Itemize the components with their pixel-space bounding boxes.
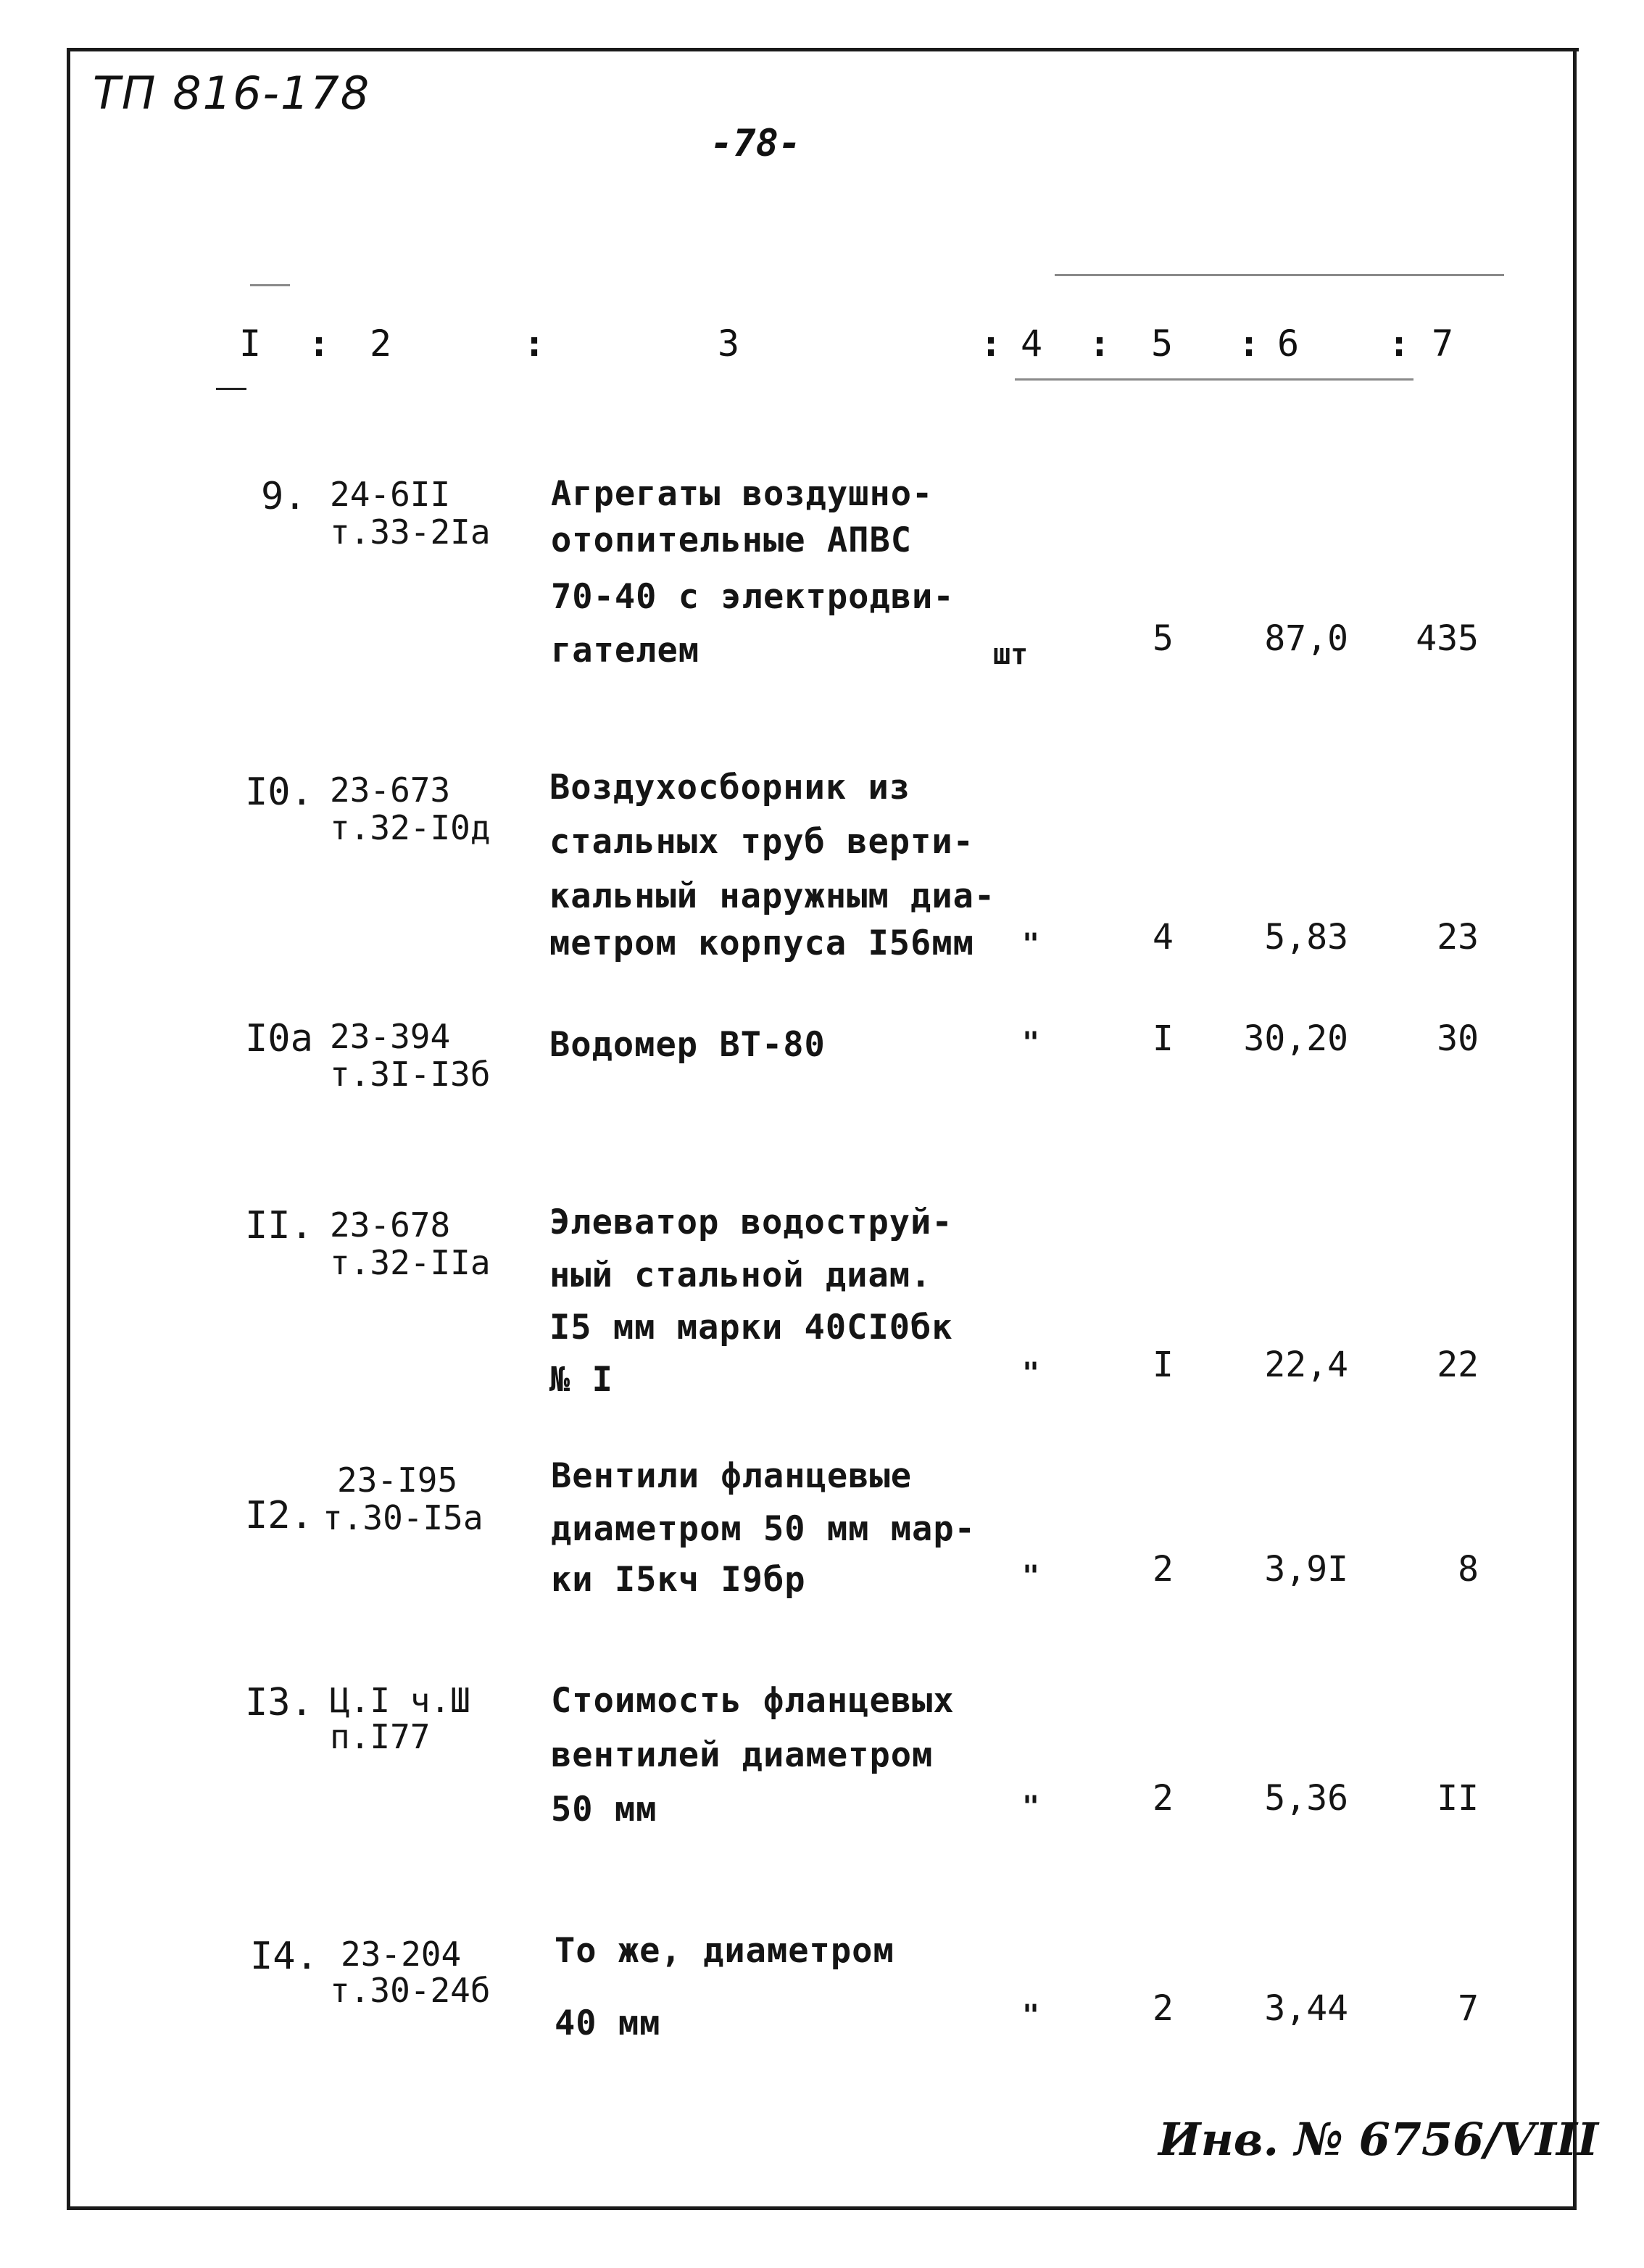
col-separator: :: [523, 323, 546, 365]
col-header-3: 3: [718, 323, 740, 365]
item-description-line: Воздухосборник из: [549, 768, 911, 807]
quantity: 2: [1153, 1549, 1174, 1590]
header-underline-right: [1015, 378, 1413, 381]
unit-ditto: ": [1022, 1560, 1040, 1593]
unit: шт: [993, 638, 1029, 671]
total-cost: 30: [1437, 1018, 1479, 1059]
col-header-5: 5: [1151, 323, 1174, 365]
quantity: I: [1153, 1345, 1174, 1385]
norm-table-ref: т.30-24б: [330, 1971, 491, 2010]
inventory-number: Инв. № 6756/VIII: [1158, 2113, 1598, 2166]
total-cost: 23: [1437, 917, 1479, 958]
header-rule-left: [250, 284, 290, 286]
total-cost: II: [1437, 1778, 1479, 1819]
item-description-line: кальный наружным диа-: [549, 876, 996, 916]
item-description-line: Элеватор водоструй-: [549, 1202, 953, 1242]
item-description-line: I5 мм марки 40СI0бк: [549, 1308, 953, 1347]
unit-ditto: ": [1022, 928, 1040, 961]
unit-ditto: ": [1022, 1357, 1040, 1390]
item-description-line: Стоимость фланцевых: [551, 1681, 955, 1721]
col-separator: :: [308, 323, 331, 365]
header-underline-left: [216, 388, 246, 390]
document-code: ТП 816-178: [93, 67, 371, 120]
col-header-1: I: [239, 323, 262, 365]
unit-price: 3,9I: [1264, 1549, 1348, 1590]
page-frame-left: [67, 48, 70, 2208]
item-description-line: То же, диаметром: [555, 1931, 894, 1971]
row-number: I3.: [245, 1681, 313, 1724]
norm-table-ref: т.32-I0д: [330, 808, 491, 847]
col-separator: :: [980, 323, 1002, 365]
norm-code: 23-394: [330, 1017, 451, 1056]
item-description-line: ный стальной диам.: [549, 1255, 932, 1295]
row-number: I2.: [245, 1494, 313, 1537]
item-description-line: стальных труб верти-: [549, 822, 974, 862]
norm-code: Ц.I ч.Ш: [330, 1681, 470, 1720]
item-description-line: № I: [549, 1360, 613, 1400]
quantity: 2: [1153, 1988, 1174, 2029]
unit-ditto: ": [1022, 1999, 1040, 2032]
item-description-line: Агрегаты воздушно-: [551, 474, 934, 514]
unit-ditto: ": [1022, 1790, 1040, 1824]
unit-ditto: ": [1022, 1026, 1040, 1060]
header-rule-right: [1055, 274, 1504, 276]
item-description-line: Водомер ВТ-80: [549, 1025, 826, 1065]
unit-price: 5,36: [1264, 1778, 1348, 1819]
row-number: I0а: [245, 1017, 313, 1060]
norm-code: 23-673: [330, 770, 451, 810]
unit-price: 22,4: [1264, 1345, 1348, 1385]
row-number: 9.: [261, 475, 307, 518]
item-description-line: диаметром 50 мм мар-: [551, 1509, 976, 1549]
unit-price: 30,20: [1243, 1018, 1348, 1059]
quantity: 5: [1153, 618, 1174, 659]
unit-price: 87,0: [1264, 618, 1348, 659]
item-description-line: гателем: [551, 631, 700, 670]
norm-table-ref: п.I77: [330, 1717, 431, 1756]
item-description-line: Вентили фланцевые: [551, 1456, 913, 1496]
norm-code: 24-6II: [330, 475, 451, 514]
total-cost: 7: [1458, 1988, 1479, 2029]
quantity: I: [1153, 1018, 1174, 1059]
unit-price: 3,44: [1264, 1988, 1348, 2029]
col-separator: :: [1238, 323, 1261, 365]
norm-table-ref: т.30-I5а: [323, 1498, 483, 1537]
item-description-line: ки I5кч I9бр: [551, 1560, 806, 1600]
item-description-line: 50 мм: [551, 1790, 657, 1829]
col-header-6: 6: [1277, 323, 1300, 365]
row-number: I0.: [245, 770, 313, 814]
item-description-line: 70-40 с электродви-: [551, 577, 955, 617]
page-frame-bottom: [67, 2206, 1577, 2210]
item-description-line: вентилей диаметром: [551, 1735, 934, 1775]
norm-code: 23-678: [330, 1205, 451, 1245]
page-frame-right: [1573, 48, 1577, 2208]
norm-table-ref: т.32-IIа: [330, 1243, 491, 1282]
norm-code: 23-204: [341, 1935, 462, 1974]
page-frame-top: [67, 48, 1579, 51]
norm-table-ref: т.33-2Iа: [330, 512, 491, 552]
quantity: 4: [1153, 917, 1174, 958]
item-description-line: метром корпуса I56мм: [549, 923, 974, 963]
row-number: I4.: [250, 1935, 318, 1978]
page-number: -78-: [710, 122, 802, 165]
quantity: 2: [1153, 1778, 1174, 1819]
col-separator: :: [1089, 323, 1111, 365]
norm-code: 23-I95: [337, 1461, 458, 1500]
col-separator: :: [1388, 323, 1411, 365]
item-description-line: отопительные АПВС: [551, 520, 913, 560]
row-number: II.: [245, 1204, 313, 1247]
unit-price: 5,83: [1264, 917, 1348, 958]
col-header-2: 2: [370, 323, 392, 365]
item-description-line: 40 мм: [555, 2003, 661, 2043]
col-header-4: 4: [1021, 323, 1043, 365]
total-cost: 435: [1416, 618, 1479, 659]
col-header-7: 7: [1432, 323, 1454, 365]
norm-table-ref: т.3I-I3б: [330, 1055, 491, 1094]
total-cost: 22: [1437, 1345, 1479, 1385]
total-cost: 8: [1458, 1549, 1479, 1590]
